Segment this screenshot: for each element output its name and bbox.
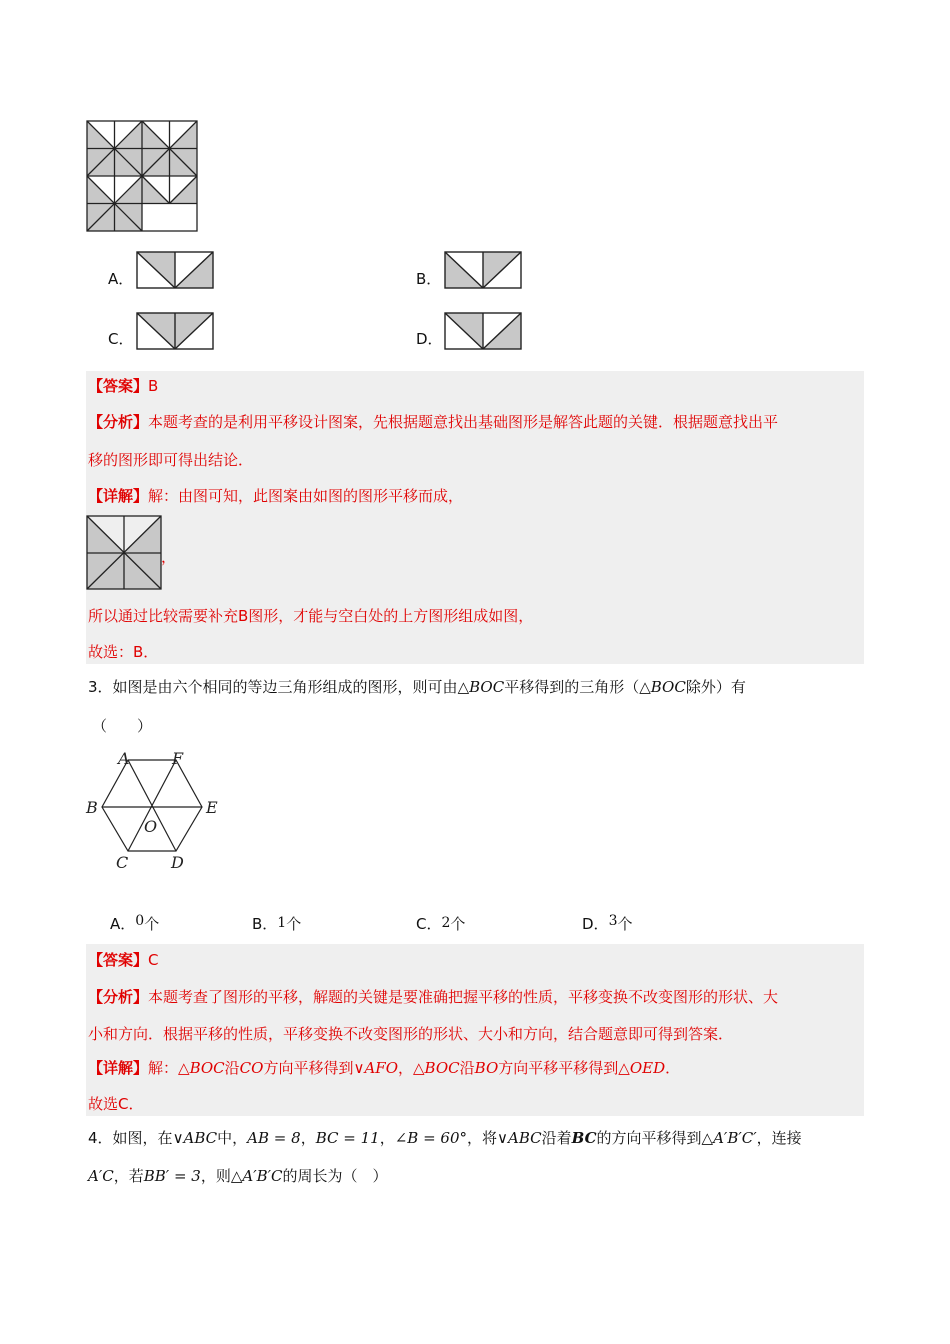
q2-detail-line2: 所以通过比较需要补充B图形，才能与空白处的上方图形组成如图， (88, 607, 534, 625)
option-b-pattern-icon (443, 250, 525, 290)
option-a-label: A． (108, 270, 134, 288)
q2-analysis-line2: 移的图形即可得出结论． (88, 451, 254, 469)
q3-analysis-line1: 【分析】本题考查了图形的平移，解题的关键是要准确把握平移的性质，平移变换不改变图形的形状、大 (88, 988, 779, 1006)
label-d: D (171, 853, 184, 872)
q2-detail-comma: ， (161, 548, 177, 566)
q3-answer: 【答案】C (88, 951, 159, 969)
q2-conclusion: 故选：B． (88, 643, 159, 661)
q2-detail-line1: 【详解】解：由图可知，此图案由如图的图形平移而成， (88, 487, 464, 505)
q4-stem-line1: 4．如图，在∨ABC中，AB = 8，BC = 11，∠B = 60°，将∨ABC沿着BC的方向平移得到△A′B′C′，连接 (88, 1129, 802, 1147)
q3-stem-line1: 3．如图是由六个相同的等边三角形组成的图形，则可由△BOC平移得到的三角形（△BOC除外）有 (88, 678, 746, 696)
hexagon-figure (84, 746, 224, 876)
q3-detail-line: 【详解】解：△BOC沿CO方向平移得到∨AFO，△BOC沿BO方向平移平移得到△OED． (88, 1059, 681, 1077)
option-b-label: B． (416, 270, 442, 288)
label-o: O (144, 817, 158, 836)
q2-analysis-line1: 【分析】本题考查的是利用平移设计图案，先根据题意找出基础图形是解答此题的关键．根据题意找出平 (88, 413, 779, 431)
option-c-label: C． (108, 330, 134, 348)
tiled-pattern-figure (86, 120, 201, 234)
q4-stem-line2: A′C，若BB′ = 3，则△A′B′C的周长为（ ） (88, 1167, 388, 1185)
q3-option-d[interactable]: D．3个 (582, 913, 633, 933)
option-d-pattern-icon (443, 311, 525, 351)
base-tile-figure (86, 515, 163, 591)
q3-analysis-line2: 小和方向．根据平移的性质，平移变换不改变图形的形状、大小和方向，结合题意即可得到答案． (88, 1025, 734, 1043)
q3-stem-paren: （ ） (92, 717, 153, 735)
label-c: C (116, 853, 129, 872)
label-b: B (86, 798, 98, 817)
label-f: F (172, 749, 184, 768)
option-a-pattern-icon (135, 250, 217, 290)
q3-conclusion: 故选C． (88, 1095, 144, 1113)
label-e: E (206, 798, 218, 817)
q2-answer: 【答案】B (88, 377, 159, 395)
label-a: A (118, 749, 130, 768)
option-c-pattern-icon (135, 311, 217, 351)
q3-option-a[interactable]: A．0个 (110, 913, 160, 933)
q3-option-c[interactable]: C．2个 (416, 915, 466, 933)
option-d-label: D． (416, 330, 443, 348)
q3-option-b[interactable]: B．1个 (252, 915, 302, 933)
